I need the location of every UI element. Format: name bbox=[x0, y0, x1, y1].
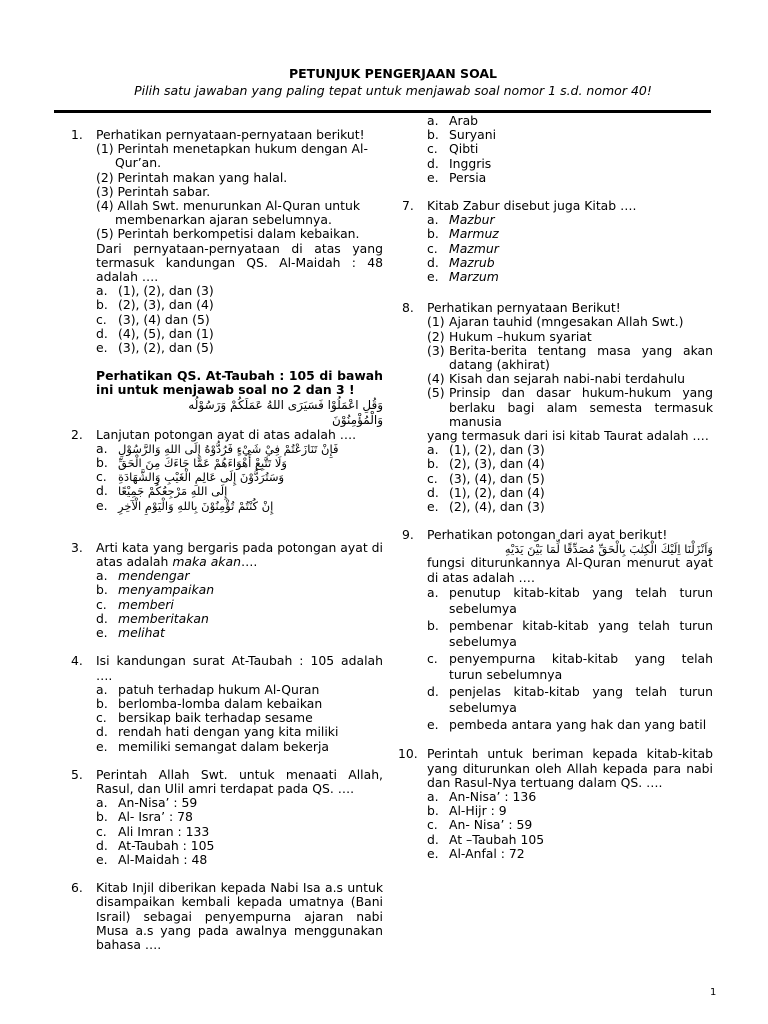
question-prompt: yang termasuk dari isi kitab Taurat adalah …. bbox=[427, 428, 709, 444]
option-letter: a. bbox=[96, 440, 108, 456]
statement: (3) Perintah sabar. bbox=[96, 183, 211, 199]
question-5 bbox=[71, 768, 383, 867]
option-text: rendah hati dengan yang kita miliki bbox=[118, 724, 339, 740]
option-letter: c. bbox=[427, 650, 438, 666]
question-stem: Perhatikan potongan dari ayat berikut! bbox=[427, 527, 668, 543]
option-text: penjelas kitab-kitab yang telah turun sebelumya bbox=[449, 683, 713, 716]
option-text: (4), (5), dan (1) bbox=[118, 325, 214, 341]
answer-option[interactable] bbox=[427, 171, 713, 185]
option-text: (3), (4), dan (5) bbox=[449, 470, 545, 486]
option-letter: b. bbox=[96, 297, 108, 313]
answer-option[interactable] bbox=[96, 796, 383, 810]
statement-text: Ajaran tauhid (mngesakan Allah Swt.) bbox=[449, 314, 684, 330]
answer-option[interactable] bbox=[96, 341, 383, 355]
answer-option[interactable] bbox=[427, 585, 713, 618]
option-letter: c. bbox=[427, 470, 438, 486]
question-4 bbox=[71, 654, 383, 753]
question-number: 1. bbox=[71, 127, 83, 142]
left-column bbox=[71, 128, 383, 952]
option-letter: c. bbox=[96, 596, 107, 612]
option-text: mendengar bbox=[118, 568, 190, 584]
option-letter: c. bbox=[427, 240, 438, 256]
answer-option[interactable] bbox=[96, 810, 383, 824]
option-text: Persia bbox=[449, 169, 487, 185]
option-text: An- Nisa’ : 59 bbox=[449, 817, 533, 833]
option-text: penyempurna kitab-kitab yang telah turun sebelumnya bbox=[449, 650, 713, 683]
option-letter: c. bbox=[96, 469, 107, 485]
question-stem: Lanjutan potongan ayat di atas adalah …. bbox=[96, 426, 357, 442]
question-stem-end: …. bbox=[240, 554, 258, 570]
option-letter: e. bbox=[96, 340, 108, 356]
answer-option[interactable] bbox=[427, 213, 713, 227]
statement bbox=[427, 386, 713, 429]
answer-option[interactable] bbox=[427, 128, 713, 142]
answer-option[interactable] bbox=[96, 740, 383, 754]
option-letter: a. bbox=[427, 212, 439, 228]
answer-option[interactable] bbox=[96, 598, 383, 612]
option-letter: a. bbox=[427, 442, 439, 458]
option-text: patuh terhadap hukum Al-Quran bbox=[118, 681, 320, 697]
option-text: At-Taubah : 105 bbox=[118, 837, 215, 853]
answer-option[interactable] bbox=[427, 256, 713, 270]
question-2 bbox=[71, 428, 383, 513]
option-letter: b. bbox=[427, 127, 439, 143]
option-text: Marzum bbox=[449, 269, 499, 285]
statement: (5) Perintah berkompetisi dalam kebaikan. bbox=[96, 226, 360, 242]
answer-option[interactable] bbox=[427, 651, 713, 684]
option-text: Qibti bbox=[449, 141, 479, 157]
answer-option[interactable] bbox=[96, 683, 383, 697]
option-letter: c. bbox=[96, 311, 107, 327]
option-text: (2), (4), dan (3) bbox=[449, 499, 545, 515]
option-letter: b. bbox=[427, 803, 439, 819]
question-7 bbox=[402, 199, 713, 284]
option-text: Al-Anfal : 72 bbox=[449, 845, 525, 861]
option-text: Arab bbox=[449, 113, 479, 128]
option-letter: c. bbox=[427, 817, 438, 833]
answer-option[interactable] bbox=[96, 839, 383, 853]
option-letter: e. bbox=[96, 625, 108, 641]
option-text: pembenar kitab-kitab yang telah turun sebelumya bbox=[449, 617, 713, 650]
option-letter: d. bbox=[427, 831, 439, 847]
answer-option[interactable] bbox=[427, 472, 713, 486]
option-letter: d. bbox=[427, 155, 439, 171]
answer-option[interactable] bbox=[96, 313, 383, 327]
statement-number: (5) bbox=[427, 385, 445, 401]
option-letter: d. bbox=[96, 837, 108, 853]
question-9 bbox=[402, 528, 713, 733]
right-column bbox=[398, 113, 713, 861]
option-letter: a. bbox=[96, 681, 108, 697]
answer-option[interactable] bbox=[427, 790, 713, 804]
statement-text: Prinsip dan dasar hukum-hukum yang berlaku bagi alam semesta termasuk manusia bbox=[449, 385, 713, 429]
option-letter: e. bbox=[427, 845, 439, 861]
answer-option[interactable] bbox=[96, 442, 383, 456]
question-stem: Kitab Zabur disebut juga Kitab …. bbox=[427, 198, 637, 214]
option-letter: e. bbox=[427, 716, 439, 732]
question-1 bbox=[71, 128, 383, 355]
question-number: 2. bbox=[71, 426, 83, 442]
answer-option[interactable] bbox=[96, 612, 383, 626]
option-text: memberi bbox=[118, 596, 174, 612]
option-letter: c. bbox=[96, 710, 107, 726]
option-letter: a. bbox=[427, 584, 439, 600]
question-number: 5. bbox=[71, 766, 83, 782]
option-letter: b. bbox=[427, 617, 439, 633]
option-letter: c. bbox=[427, 141, 438, 157]
answer-option[interactable] bbox=[96, 825, 383, 839]
question-number: 7. bbox=[402, 198, 414, 214]
question-6 bbox=[71, 881, 383, 952]
option-letter: d. bbox=[427, 254, 439, 270]
passage-arabic-line-1: وَقُلِ اعْمَلُوْا فَسَيَرَى اللهُ عَمَلَكُمْ وَرَسُوْلُه bbox=[188, 397, 383, 412]
passage-arabic-line-2: وَالْمُؤْمِنُوْنَ bbox=[332, 412, 383, 427]
option-letter: d. bbox=[96, 610, 108, 626]
answer-option[interactable] bbox=[96, 470, 383, 484]
question-8 bbox=[402, 301, 713, 514]
option-text: وَسَتُرَدُّوْنَ إِلَى عَالِمِ الْغَيْبِ وَالشَّهَادَةِ bbox=[118, 470, 285, 485]
option-letter: a. bbox=[96, 795, 108, 811]
statement: membenarkan ajaran sebelumnya. bbox=[115, 212, 332, 228]
answer-option[interactable] bbox=[96, 711, 383, 725]
option-letter: d. bbox=[427, 484, 439, 500]
option-text: (1), (2), dan (4) bbox=[449, 484, 545, 500]
answer-option[interactable] bbox=[427, 457, 713, 471]
question-number: 6. bbox=[71, 880, 83, 896]
option-text: (1), (2), dan (3) bbox=[118, 283, 214, 299]
option-letter: a. bbox=[96, 568, 108, 584]
answer-option[interactable] bbox=[96, 484, 383, 498]
option-text: pembeda antara yang hak dan yang batil bbox=[449, 716, 707, 732]
answer-option[interactable] bbox=[427, 847, 713, 861]
option-letter: c. bbox=[96, 823, 107, 839]
answer-option[interactable] bbox=[96, 569, 383, 583]
answer-option[interactable] bbox=[96, 499, 383, 513]
question-stem: Perintah Allah Swt. untuk menaati Allah, Rasul, dan Ulil amri terdapat pada QS. …. bbox=[96, 766, 383, 796]
answer-option[interactable] bbox=[427, 486, 713, 500]
option-text: berlomba-lomba dalam kebaikan bbox=[118, 695, 323, 711]
answer-option[interactable] bbox=[427, 618, 713, 651]
answer-option[interactable] bbox=[427, 142, 713, 156]
statement-number: (4) bbox=[427, 371, 445, 387]
option-text: Mazrub bbox=[449, 254, 495, 270]
option-text: Ali Imran : 133 bbox=[118, 823, 210, 839]
option-text: Al-Maidah : 48 bbox=[118, 851, 208, 867]
verse-arabic: وَاَنْزَلْنَا اِلَيْكَ الْكِتٰبَ بِالْحَقِّ مُصَدِّقًا لِّمَا بَيْنَ يَدَيْهِ bbox=[504, 542, 713, 557]
question-number: 8. bbox=[402, 300, 414, 316]
answer-option[interactable] bbox=[96, 583, 383, 597]
question-stem: Arti kata yang bergaris pada potongan ayat di atas adalah bbox=[96, 539, 383, 570]
option-text: (3), (2), dan (5) bbox=[118, 340, 214, 356]
question-prompt: fungsi diturunkannya Al-Quran menurut ayat di atas adalah …. bbox=[427, 555, 713, 585]
statement-text: Hukum –hukum syariat bbox=[449, 328, 592, 344]
option-text: Suryani bbox=[449, 127, 497, 143]
answer-option[interactable] bbox=[96, 456, 383, 470]
option-text: Al- Isra’ : 78 bbox=[118, 809, 193, 825]
option-text: memiliki semangat dalam bekerja bbox=[118, 738, 329, 754]
answer-option[interactable] bbox=[96, 725, 383, 739]
statement-number: (1) bbox=[427, 314, 445, 330]
option-text: penutup kitab-kitab yang telah turun sebelumya bbox=[449, 584, 713, 617]
option-text: (3), (4) dan (5) bbox=[118, 311, 210, 327]
answer-option[interactable] bbox=[427, 114, 713, 128]
question-stem: Perintah untuk beriman kepada kitab-kitab yang diturunkan oleh Allah kepada para nabi dan Rasul-Nya tertuang dalam QS. …. bbox=[427, 746, 713, 790]
option-text: menyampaikan bbox=[118, 582, 215, 598]
answer-option[interactable] bbox=[427, 818, 713, 832]
answer-option[interactable] bbox=[427, 833, 713, 847]
option-text: At –Taubah 105 bbox=[449, 831, 545, 847]
statement: (4) Allah Swt. menurunkan Al-Quran untuk bbox=[96, 198, 361, 214]
option-text: فَإِنْ تَنَازَعْتُمْ فِيْ شَيْءٍ فَرُدُّوْهُ إِلَى اللهِ وَالرَّسُوْلِ bbox=[118, 441, 339, 456]
option-text: memberitakan bbox=[118, 610, 209, 626]
option-letter: b. bbox=[96, 455, 108, 471]
option-letter: e. bbox=[427, 269, 439, 285]
answer-option[interactable] bbox=[96, 697, 383, 711]
passage-block bbox=[71, 369, 383, 427]
question-6-options bbox=[402, 114, 713, 185]
answer-option[interactable] bbox=[427, 804, 713, 818]
option-letter: b. bbox=[427, 226, 439, 242]
question-prompt: Dari pernyataan-pernyataan di atas yang termasuk kandungan QS. Al-Maidah : 48 adalah …. bbox=[96, 240, 383, 285]
answer-option[interactable] bbox=[427, 443, 713, 457]
question-number: 10. bbox=[398, 746, 418, 762]
page-number: 1 bbox=[710, 987, 717, 998]
statement bbox=[427, 330, 713, 344]
answer-option[interactable] bbox=[96, 626, 383, 640]
answer-option[interactable] bbox=[427, 717, 713, 734]
statement bbox=[427, 372, 713, 386]
answer-option[interactable] bbox=[427, 270, 713, 284]
answer-option[interactable] bbox=[96, 853, 383, 867]
page-title: PETUNJUK PENGERJAAN SOAL bbox=[288, 66, 497, 81]
question-10 bbox=[398, 746, 713, 861]
option-letter: a. bbox=[427, 113, 439, 128]
option-letter: e. bbox=[96, 851, 108, 867]
question-stem: Kitab Injil diberikan kepada Nabi Isa a.s untuk disampaikan kembali kepada umatnya (Bani Israil) sebagai penyempurna ajaran nabi Musa a.s yang pada awalnya menggunakan bahasa …. bbox=[96, 880, 383, 952]
statement bbox=[427, 344, 713, 372]
passage-instruction: Perhatikan QS. At-Taubah : 105 di bawah ini untuk menjawab soal no 2 dan 3 ! bbox=[96, 368, 383, 398]
option-text: (1), (2), dan (3) bbox=[449, 442, 545, 458]
option-letter: b. bbox=[96, 695, 108, 711]
option-text: Marmuz bbox=[449, 226, 499, 242]
instructions-subtitle: Pilih satu jawaban yang paling tepat untuk menjawab soal nomor 1 s.d. nomor 40! bbox=[134, 83, 652, 98]
question-number: 4. bbox=[71, 653, 83, 669]
statement: (1) Perintah menetapkan hukum dengan Al- bbox=[96, 141, 368, 157]
option-letter: b. bbox=[96, 582, 108, 598]
option-text: (2), (3), dan (4) bbox=[118, 297, 214, 313]
statement-number: (3) bbox=[427, 342, 445, 358]
option-text: melihat bbox=[118, 625, 165, 641]
option-text: An-Nisa’ : 136 bbox=[449, 789, 537, 804]
option-letter: d. bbox=[96, 483, 108, 499]
statement-number: (2) bbox=[427, 328, 445, 344]
option-text: Inggris bbox=[449, 155, 492, 171]
statement-text: Kisah dan sejarah nabi-nabi terdahulu bbox=[449, 371, 685, 387]
statement-text: Berita-berita tentang masa yang akan datang (akhirat) bbox=[449, 342, 713, 373]
question-number: 9. bbox=[402, 527, 414, 543]
option-text: Mazmur bbox=[449, 240, 499, 256]
option-text: An-Nisa’ : 59 bbox=[118, 795, 198, 811]
question-3 bbox=[71, 541, 383, 640]
question-stem: Isi kandungan surat At-Taubah : 105 adalah …. bbox=[96, 653, 383, 683]
option-letter: a. bbox=[427, 789, 439, 804]
option-text: (2), (3), dan (4) bbox=[449, 456, 545, 472]
statement: (2) Perintah makan yang halal. bbox=[96, 169, 288, 185]
statement: Qur’an. bbox=[115, 155, 162, 171]
option-letter: d. bbox=[427, 683, 439, 699]
question-stem: Perhatikan pernyataan-pernyataan berikut! bbox=[96, 127, 365, 142]
question-number: 3. bbox=[71, 539, 83, 555]
option-letter: d. bbox=[96, 724, 108, 740]
answer-option[interactable] bbox=[427, 227, 713, 241]
option-letter: e. bbox=[427, 499, 439, 515]
option-letter: a. bbox=[96, 283, 108, 299]
statement bbox=[427, 315, 713, 329]
header-divider bbox=[54, 110, 711, 113]
option-text: وَلَا تَتَّبِعْ أَهْوَاءَهُمْ عَمَّا جَاءَكَ مِنَ الْحَقِّ bbox=[118, 456, 287, 471]
answer-option[interactable] bbox=[427, 500, 713, 514]
answer-option[interactable] bbox=[96, 284, 383, 298]
option-letter: e. bbox=[96, 497, 108, 513]
answer-option[interactable] bbox=[427, 242, 713, 256]
option-letter: b. bbox=[427, 456, 439, 472]
answer-option[interactable] bbox=[427, 157, 713, 171]
option-text: إِلَى اللهِ مَرْجِعُكُمْ جَمِيْعًا bbox=[118, 484, 228, 499]
option-letter: d. bbox=[96, 325, 108, 341]
option-letter: e. bbox=[427, 169, 439, 185]
option-text: Mazbur bbox=[449, 212, 495, 228]
option-letter: b. bbox=[96, 809, 108, 825]
option-text: Al-Hijr : 9 bbox=[449, 803, 507, 819]
option-text: bersikap baik terhadap sesame bbox=[118, 710, 313, 726]
question-stem-italic: maka akan bbox=[172, 554, 241, 570]
answer-option[interactable] bbox=[427, 684, 713, 717]
answer-option[interactable] bbox=[96, 298, 383, 312]
question-stem: Perhatikan pernyataan Berikut! bbox=[427, 300, 621, 316]
option-letter: e. bbox=[96, 738, 108, 754]
option-text: إِنْ كُنْتُمْ تُؤْمِنُوْنَ بِاللهِ وَالْيَوْمِ الْآخِرِ bbox=[118, 498, 274, 513]
answer-option[interactable] bbox=[96, 327, 383, 341]
